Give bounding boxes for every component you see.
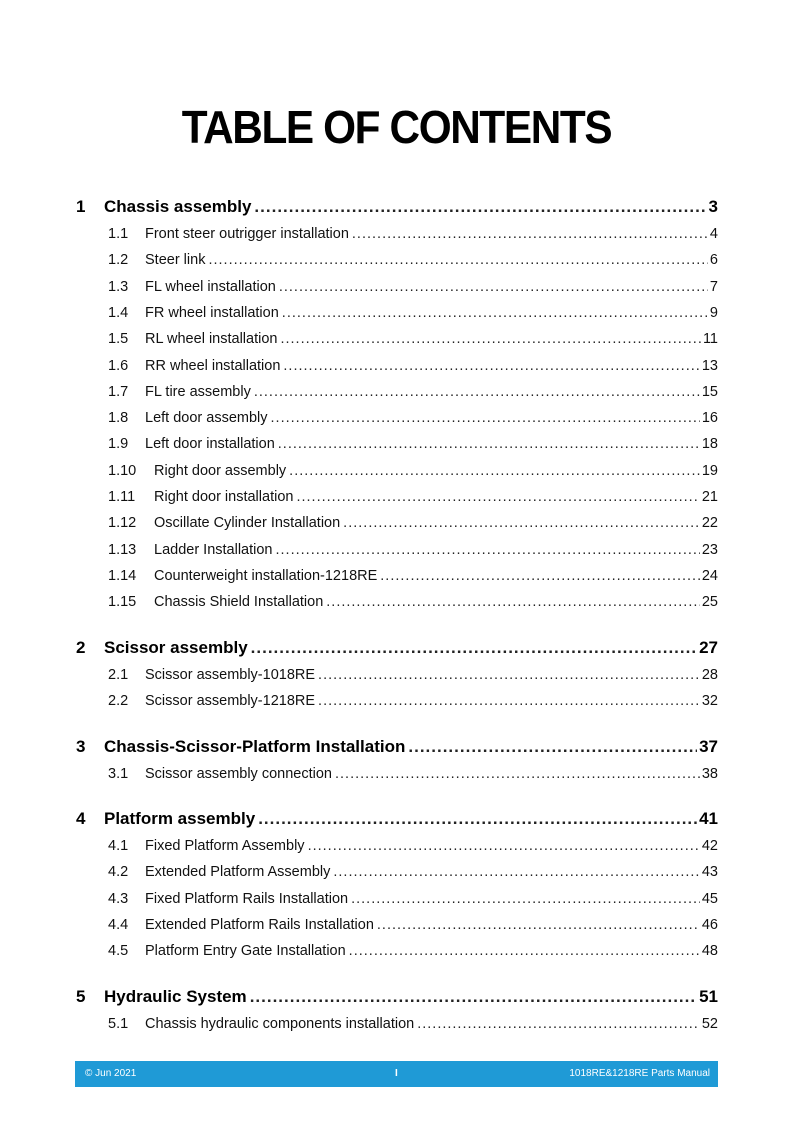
toc-section-1-7[interactable] [108, 384, 718, 404]
toc-chapter-4[interactable] [76, 809, 718, 831]
toc-section-page: 18 [701, 436, 718, 453]
page-footer [75, 1061, 718, 1087]
toc-section-title: Right door installation [154, 489, 294, 505]
toc-leader-dots [280, 331, 700, 347]
toc-section-number: 5.1 [108, 1016, 129, 1032]
toc-section-page: 23 [701, 541, 718, 558]
toc-chapter-number: 5 [76, 987, 86, 1006]
toc-chapter-title: Chassis assembly [104, 197, 252, 216]
toc-section-number: 1.14 [108, 567, 137, 584]
toc-section-page: 42 [701, 838, 718, 854]
toc-section-5-1[interactable] [108, 1016, 718, 1036]
toc-section-title: Extended Platform Assembly [145, 864, 331, 881]
toc-section-1-9[interactable] [108, 436, 718, 456]
toc-chapter-3[interactable] [76, 737, 718, 759]
toc-section-page: 21 [701, 489, 718, 505]
toc-section-number: 1.4 [108, 304, 129, 321]
toc-section-page: 52 [701, 1016, 718, 1032]
toc-section-4-2[interactable] [108, 864, 718, 884]
toc-chapter-page: 37 [699, 737, 718, 756]
toc-section-number: 4.4 [108, 916, 129, 933]
toc-leader-dots [251, 638, 697, 658]
toc-section-title: Fixed Platform Rails Installation [145, 890, 349, 907]
toc-section-number: 4.2 [108, 864, 129, 881]
toc-chapter-title: Scissor assembly [104, 638, 248, 657]
toc-section-title: Left door assembly [145, 410, 268, 427]
toc-chapter-number: 4 [76, 809, 86, 828]
toc-section-title: RR wheel installation [145, 357, 281, 374]
toc-section-title: Front steer outrigger installation [145, 226, 349, 242]
toc-section-page: 13 [701, 357, 718, 374]
toc-chapter-page: 27 [699, 638, 718, 657]
toc-section-number: 2.1 [108, 667, 129, 683]
toc-section-title: Platform Entry Gate Installation [145, 943, 346, 960]
toc-section-number: 1.6 [108, 357, 129, 374]
toc-leader-dots [335, 766, 700, 782]
toc-section-number: 4.3 [108, 890, 129, 907]
toc-section-page: 15 [701, 383, 718, 400]
toc-section-3-1[interactable] [108, 766, 718, 786]
toc-section-title: Scissor assembly connection [145, 766, 332, 782]
toc-leader-dots [333, 864, 699, 880]
toc-leader-dots [296, 489, 699, 505]
toc-section-page: 9 [709, 304, 718, 321]
toc-section-1-11[interactable] [108, 489, 718, 509]
toc-section-page: 16 [701, 410, 718, 427]
toc-leader-dots [282, 305, 708, 321]
toc-chapter-title: Hydraulic System [104, 987, 247, 1006]
toc-section-page: 48 [701, 943, 718, 960]
toc-section-page: 28 [701, 667, 718, 683]
toc-leader-dots [352, 226, 708, 242]
toc-section-number: 1.12 [108, 515, 137, 532]
toc-section-title: Chassis hydraulic components installation [145, 1016, 415, 1032]
toc-leader-dots [254, 197, 706, 217]
toc-leader-dots [279, 279, 708, 295]
toc-section-title: Right door assembly [154, 462, 287, 479]
toc-section-1-15[interactable] [108, 594, 718, 614]
toc-chapter-page: 3 [708, 197, 718, 216]
toc-leader-dots [278, 436, 700, 452]
toc-section-page: 4 [709, 226, 718, 242]
toc-chapter-5[interactable] [76, 987, 718, 1009]
toc-section-number: 1.8 [108, 410, 129, 427]
toc-leader-dots [408, 737, 697, 757]
toc-chapter-2[interactable] [76, 638, 718, 660]
toc-leader-dots [343, 515, 700, 531]
toc-chapter-title: Platform assembly [104, 809, 256, 828]
toc-section-title: Counterweight installation-1218RE [154, 567, 378, 584]
toc-section-title: RL wheel installation [145, 331, 278, 348]
toc-section-number: 4.1 [108, 838, 129, 854]
toc-section-page: 7 [709, 278, 718, 295]
toc-section-title: Fixed Platform Assembly [145, 838, 305, 854]
toc-leader-dots [258, 809, 697, 829]
toc-section-title: Scissor assembly-1218RE [145, 693, 316, 710]
toc-section-title: FL tire assembly [145, 383, 251, 400]
toc-leader-dots [283, 358, 699, 374]
toc-chapter-page: 41 [699, 809, 718, 828]
toc-section-page: 46 [701, 916, 718, 933]
toc-section-title: Oscillate Cylinder Installation [154, 515, 341, 532]
toc-section-number: 4.5 [108, 943, 129, 960]
toc-section-4-1[interactable] [108, 838, 718, 858]
toc-chapter-number: 3 [76, 737, 86, 756]
toc-chapter-title: Chassis-Scissor-Platform Installation [104, 737, 406, 756]
toc-section-title: Steer link [145, 252, 206, 269]
toc-leader-dots [254, 384, 700, 400]
toc-section-number: 1.15 [108, 594, 137, 611]
toc-section-1-8[interactable] [108, 410, 718, 430]
toc-chapter-number: 2 [76, 638, 86, 657]
toc-section-number: 2.2 [108, 693, 129, 710]
toc-section-number: 1.5 [108, 331, 129, 348]
toc-section-1-5[interactable] [108, 331, 718, 351]
toc-section-number: 1.1 [108, 226, 129, 242]
toc-section-2-1[interactable] [108, 667, 718, 687]
toc-section-number: 1.3 [108, 278, 129, 295]
toc-section-number: 1.2 [108, 252, 129, 269]
toc-leader-dots [318, 667, 700, 683]
toc-section-number: 1.9 [108, 436, 129, 453]
toc-section-1-12[interactable] [108, 515, 718, 535]
toc-chapter-1[interactable] [76, 197, 718, 219]
toc-section-page: 32 [701, 693, 718, 710]
toc-leader-dots [208, 252, 707, 268]
toc-section-number: 1.13 [108, 541, 137, 558]
toc-section-2-2[interactable] [108, 693, 718, 713]
toc-section-1-14[interactable] [108, 568, 718, 588]
toc-leader-dots [351, 891, 700, 907]
toc-section-title: Scissor assembly-1018RE [145, 667, 316, 683]
toc-leader-dots [318, 693, 700, 709]
footer-manual-title: 1018RE&1218RE Parts Manual [569, 1068, 710, 1079]
toc-section-title: Chassis Shield Installation [154, 594, 324, 611]
toc-section-4-5[interactable] [108, 943, 718, 963]
toc-section-page: 11 [702, 331, 718, 348]
toc-section-number: 1.11 [108, 489, 136, 505]
toc-section-page: 25 [701, 594, 718, 611]
toc-leader-dots [380, 568, 700, 584]
toc-leader-dots [417, 1016, 700, 1032]
toc-leader-dots [250, 987, 697, 1007]
toc-leader-dots [289, 463, 700, 479]
toc-leader-dots [308, 838, 700, 854]
page-title: TABLE OF CONTENTS [181, 101, 612, 153]
toc-section-title: FL wheel installation [145, 278, 276, 295]
toc-section-1-10[interactable] [108, 463, 718, 483]
toc-leader-dots [377, 917, 700, 933]
toc-section-number: 3.1 [108, 766, 129, 782]
toc-section-number: 1.7 [108, 383, 129, 400]
toc-section-title: FR wheel installation [145, 304, 279, 321]
toc-leader-dots [276, 542, 700, 558]
toc-section-4-3[interactable] [108, 891, 718, 911]
toc-section-title: Extended Platform Rails Installation [145, 916, 374, 933]
toc-chapter-page: 51 [699, 987, 718, 1006]
toc-chapter-number: 1 [76, 197, 86, 216]
toc-section-page: 19 [701, 462, 718, 479]
toc-section-page: 43 [701, 864, 718, 881]
toc-section-4-4[interactable] [108, 917, 718, 937]
toc-section-1-13[interactable] [108, 542, 718, 562]
toc-section-1-3[interactable] [108, 279, 718, 299]
toc-section-1-1[interactable] [108, 226, 718, 246]
toc-section-title: Ladder Installation [154, 541, 273, 558]
toc-section-number: 1.10 [108, 462, 137, 479]
footer-date: © Jun 2021 [85, 1068, 137, 1079]
toc-section-page: 22 [701, 515, 718, 532]
toc-section-title: Left door installation [145, 436, 275, 453]
toc-section-page: 45 [701, 890, 718, 907]
toc-section-page: 6 [709, 252, 718, 269]
toc-section-page: 24 [701, 567, 718, 584]
toc-leader-dots [349, 943, 700, 959]
toc-leader-dots [326, 594, 700, 610]
toc-leader-dots [271, 410, 700, 426]
footer-page-number: I [395, 1068, 398, 1079]
toc-section-1-4[interactable] [108, 305, 718, 325]
toc-section-page: 38 [701, 766, 718, 782]
toc-section-1-2[interactable] [108, 252, 718, 272]
toc-section-1-6[interactable] [108, 358, 718, 378]
